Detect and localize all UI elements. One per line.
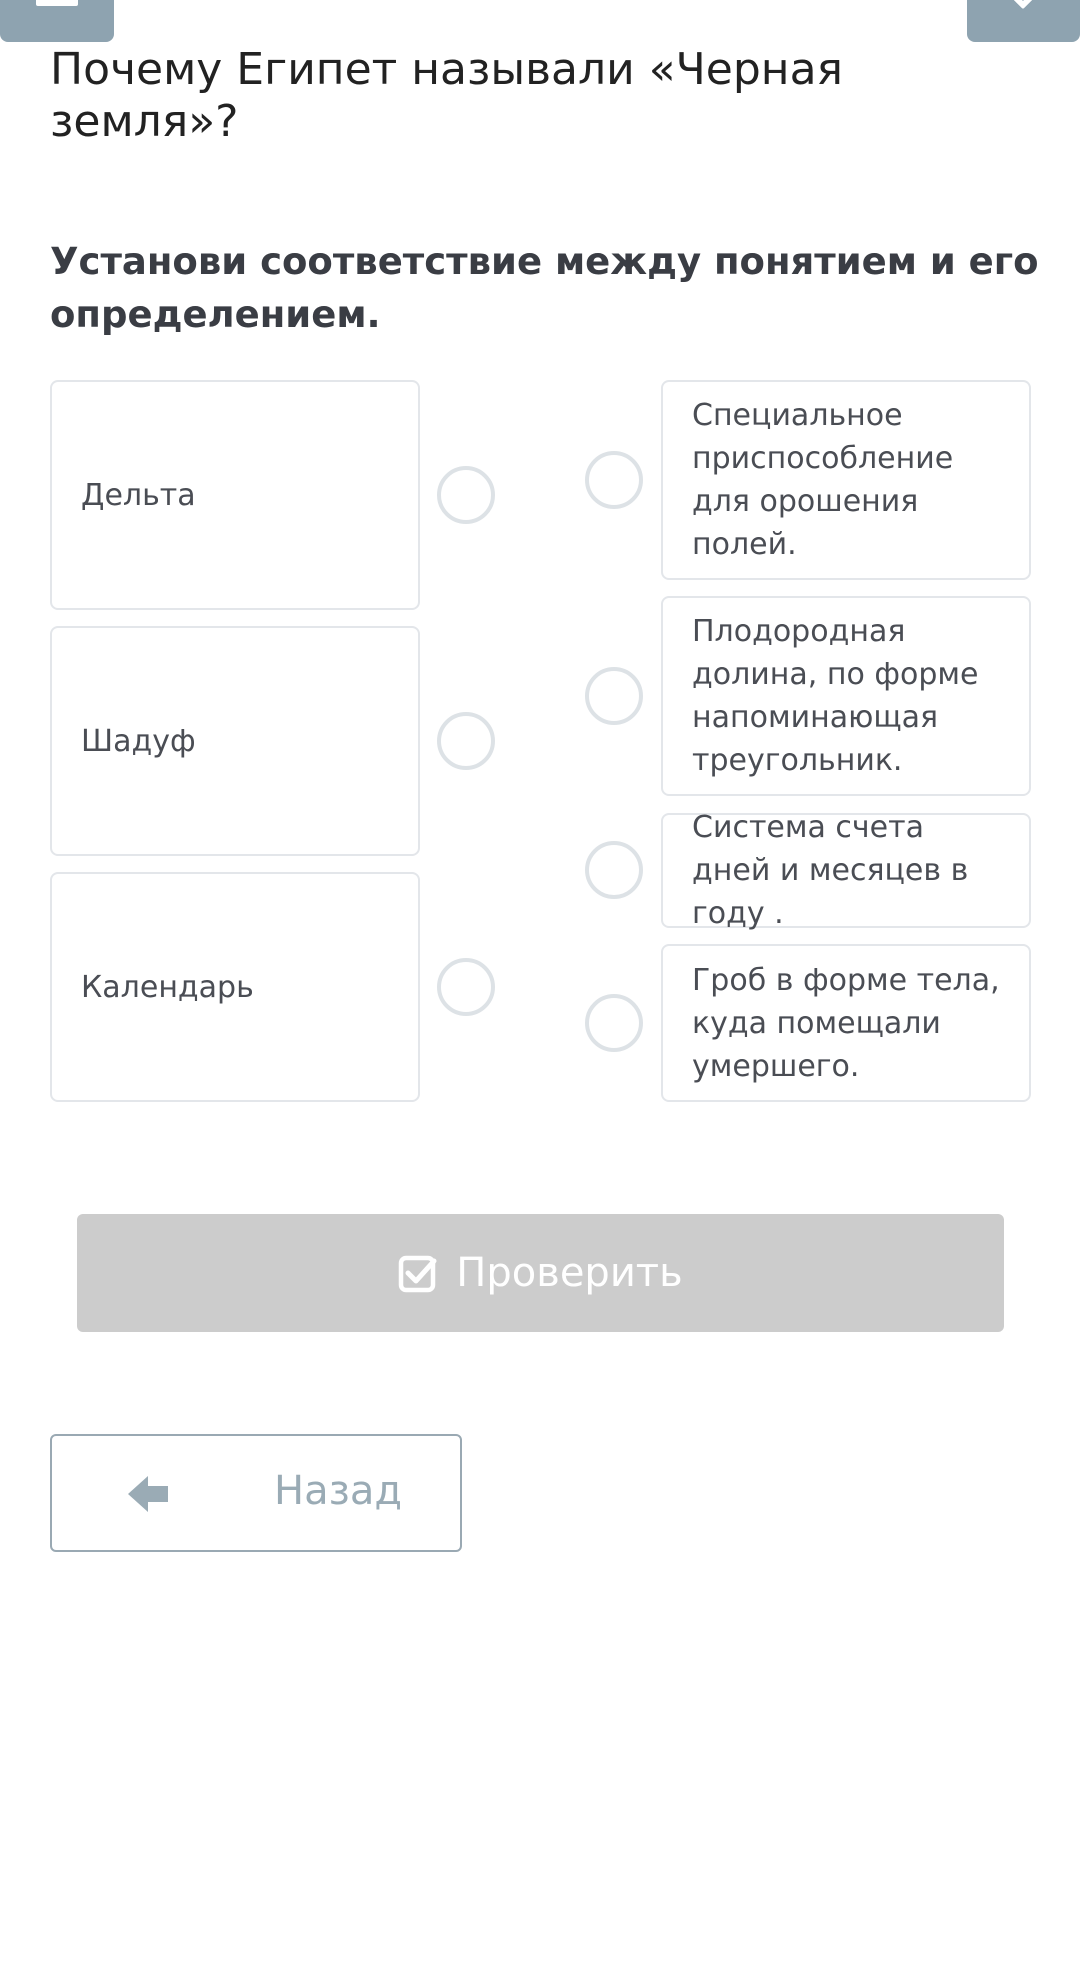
term-label: Календарь [81,969,254,1005]
definition-card-2[interactable] [661,596,1031,796]
menu-icon [36,0,78,6]
definition-card-3[interactable] [661,810,1031,931]
page-title: Почему Египет называли «Черная земля»? [50,44,844,147]
definition-radio-1[interactable] [585,451,643,509]
definition-label: Система счета дней и месяцев в году . [692,810,969,931]
back-button-label: Назад [274,1468,403,1514]
term-label: Дельта [81,477,196,513]
check-button-label: Проверить [456,1250,683,1296]
chevron-icon [1012,0,1035,9]
term-radio-shaduf[interactable] [437,712,495,770]
back-button[interactable] [50,1434,462,1552]
definition-label: Гроб в форме тела, куда помещали умершего. [692,962,1000,1084]
term-card-calendar[interactable] [50,872,420,1102]
term-radio-delta[interactable] [437,466,495,524]
term-label: Шадуф [81,723,196,759]
definition-card-1[interactable] [661,380,1031,580]
check-button[interactable] [77,1214,1004,1332]
task-instruction: Установи соответствие между понятием и его определением. [50,240,1039,336]
definition-card-4[interactable] [661,944,1031,1102]
definition-radio-2[interactable] [585,667,643,725]
definition-label: Специальное приспособление для орошения полей. [692,398,954,562]
term-card-shaduf[interactable] [50,626,420,856]
term-card-delta[interactable] [50,380,420,610]
arrow-left-icon [126,1474,170,1514]
definition-radio-4[interactable] [585,994,643,1052]
definition-radio-3[interactable] [585,841,643,899]
check-square-icon [398,1253,438,1293]
definition-label: Плодородная долина, по форме напоминающая треугольник. [692,614,979,778]
menu-button[interactable] [0,0,114,42]
term-radio-calendar[interactable] [437,958,495,1016]
collapse-button[interactable] [967,0,1080,42]
